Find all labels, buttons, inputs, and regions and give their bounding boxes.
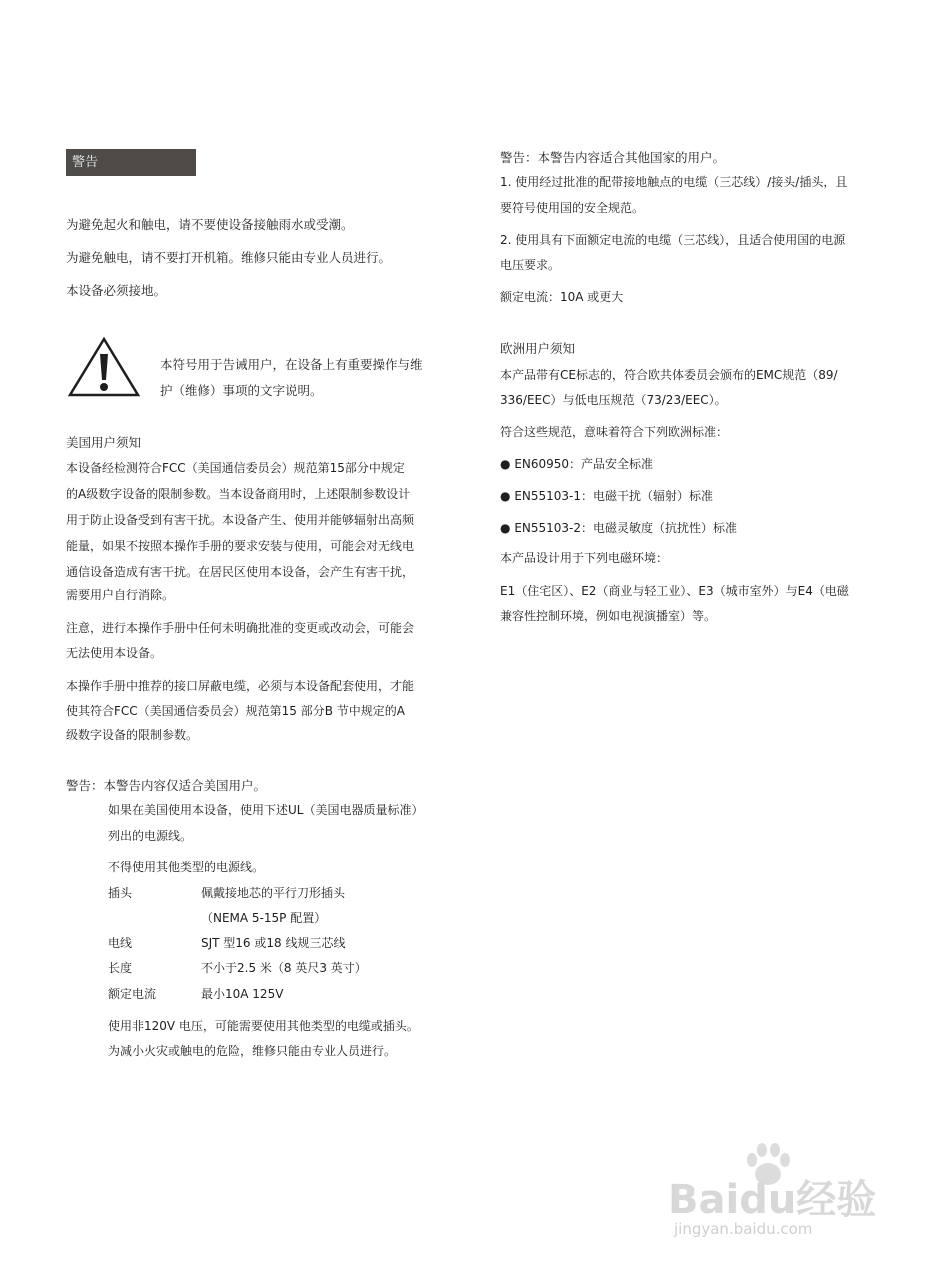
warning-triangle-icon (68, 336, 140, 398)
bullet-icon: ● (500, 521, 511, 535)
us-para3-line: 使其符合FCC（美国通信委员会）规范第15 部分B 节中规定的A (66, 704, 406, 718)
us-warning-line: 如果在美国使用本设备，使用下述UL（美国电器质量标准） (108, 803, 424, 817)
warning-heading: 警告 (66, 149, 196, 176)
us-para2-line: 注意，进行本操作手册中任何未明确批准的变更或改动会，可能会 (66, 621, 415, 635)
symbol-text-2: 护（维修）事项的文字说明。 (160, 383, 323, 398)
item2-line: 2. 使用具有下面额定电流的电缆（三芯线），且适合使用国的电源 (500, 233, 846, 247)
spec-label: 插头 (108, 886, 133, 900)
warn-line-3: 本设备必须接地。 (66, 283, 167, 298)
watermark-url: jingyan.baidu.com (674, 1220, 813, 1238)
spec-value: （NEMA 5-15P 配置） (201, 911, 327, 925)
env-intro: 本产品设计用于下列电磁环境： (500, 551, 669, 565)
spec-value: 佩戴接地芯的平行刀形插头 (201, 886, 346, 900)
watermark-brand: Baidu经验 (668, 1177, 877, 1223)
standard-item: ● EN60950：产品安全标准 (500, 457, 654, 471)
no-other-cords: 不得使用其他类型的电源线。 (108, 860, 265, 874)
us-warning-title: 警告：本警告内容仅适合美国用户。 (66, 778, 267, 793)
standard-item: ● EN55103-1：电磁干扰（辐射）标准 (500, 489, 714, 503)
us-warning-line: 列出的电源线。 (108, 829, 193, 843)
us-para3-line: 级数字设备的限制参数。 (66, 728, 199, 742)
bullet-icon: ● (500, 457, 511, 471)
us-para1-line: 能量，如果不按照本操作手册的要求安装与使用，可能会对无线电 (66, 539, 415, 553)
intl-warning-title: 警告：本警告内容适合其他国家的用户。 (500, 150, 726, 165)
us-para1-line: 用于防止设备受到有害干扰。本设备产生、使用并能够辐射出高频 (66, 513, 415, 527)
item2-line: 电压要求。 (500, 258, 561, 272)
symbol-text-1: 本符号用于告诫用户，在设备上有重要操作与维 (160, 357, 423, 372)
env-line: E1（住宅区）、E2（商业与轻工业）、E3（城市室外）与E4（电磁 (500, 584, 849, 598)
spec-label: 电线 (108, 936, 133, 950)
spec-value: 最小10A 125V (201, 987, 284, 1001)
us-para2-line: 无法使用本设备。 (66, 646, 163, 660)
us-para1-line: 本设备经检测符合FCC（美国通信委员会）规范第15部分中规定 (66, 461, 405, 475)
eu-meaning: 符合这些规范，意味着符合下列欧洲标准： (500, 425, 729, 439)
closing-line: 为减小火灾或触电的危险，维修只能由专业人员进行。 (108, 1044, 397, 1058)
us-para1-line: 需要用户自行消除。 (66, 588, 175, 602)
spec-value: 不小于2.5 米（8 英尺3 英寸） (201, 961, 367, 975)
us-para1-line: 的A级数字设备的限制参数。当本设备商用时，上述限制参数设计 (66, 487, 411, 501)
us-notice-title: 美国用户须知 (66, 435, 142, 450)
us-para1-line: 通信设备造成有害干扰。在居民区使用本设备，会产生有害干扰， (66, 565, 415, 579)
spec-label: 长度 (108, 961, 133, 975)
bullet-icon: ● (500, 489, 511, 503)
item1-line: 1. 使用经过批准的配带接地触点的电缆（三芯线）/接头/插头，且 (500, 175, 848, 189)
baidu-watermark (668, 1140, 898, 1250)
eu-notice-title: 欧洲用户须知 (500, 341, 576, 356)
spec-label: 额定电流 (108, 987, 157, 1001)
env-line: 兼容性控制环境，例如电视演播室）等。 (500, 609, 717, 623)
closing-line: 使用非120V 电压，可能需要使用其他类型的电缆或插头。 (108, 1019, 419, 1033)
us-para3-line: 本操作手册中推荐的接口屏蔽电缆，必须与本设备配套使用，才能 (66, 679, 415, 693)
warn-line-2: 为避免触电，请不要打开机箱。维修只能由专业人员进行。 (66, 250, 392, 265)
item1-line: 要符号使用国的安全规范。 (500, 201, 645, 215)
eu-para-line: 336/EEC）与低电压规范（73/23/EEC）。 (500, 393, 727, 407)
eu-para-line: 本产品带有CE标志的，符合欧共体委员会颁布的EMC规范（89/ (500, 368, 838, 382)
warn-line-1: 为避免起火和触电，请不要使设备接触雨水或受潮。 (66, 217, 354, 232)
rated-current: 额定电流：10A 或更大 (500, 290, 624, 304)
standard-item: ● EN55103-2：电磁灵敏度（抗扰性）标准 (500, 521, 738, 535)
spec-value: SJT 型16 或18 线规三芯线 (201, 936, 346, 950)
